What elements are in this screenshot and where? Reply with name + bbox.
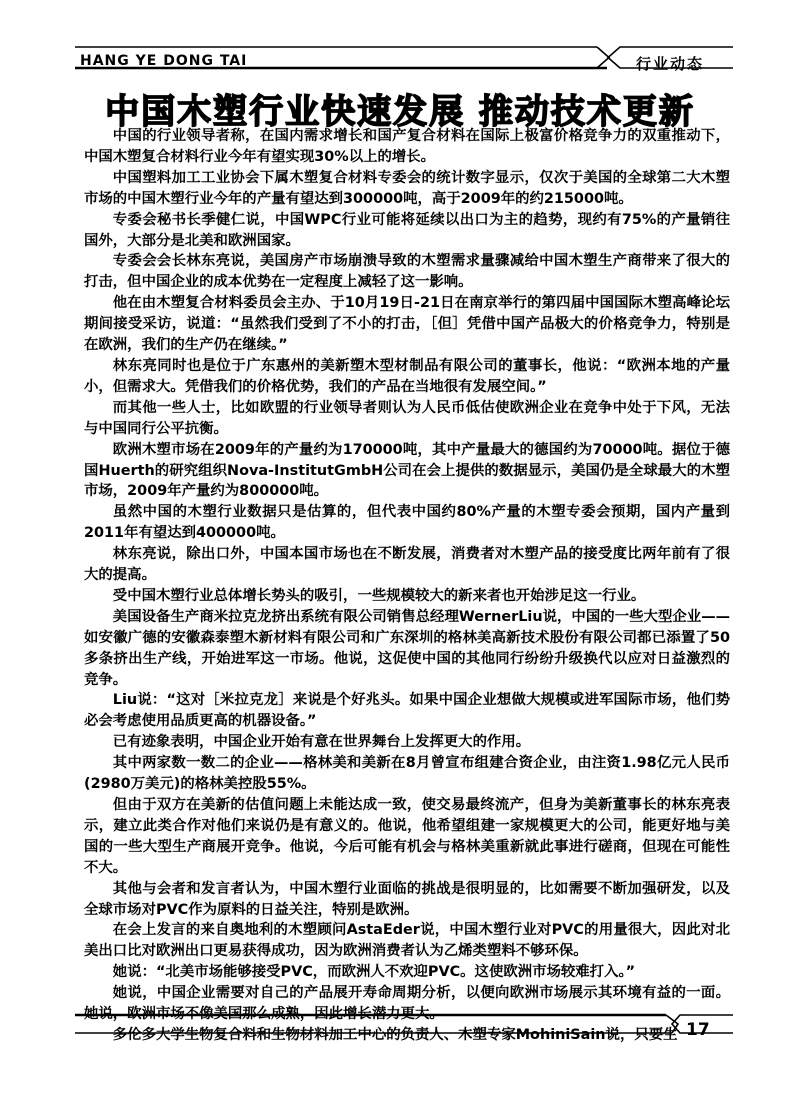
paragraph: 欧洲木塑市场在2009年的产量约为170000吨，其中产量最大的德国约为70000吨。据位于德国Huerth的研究组织Nova-InstitutGmbH公司在会上提供的数据显示，美国仍是全球最大的木塑市场，2009年产量约为800000吨。 [84, 441, 730, 500]
paragraph: 其他与会者和发言者认为，中国木塑行业面临的挑战是很明显的，比如需要不断加强研发，以及全球市场对PVC作为原料的日益关注，特别是欧洲。 [84, 880, 730, 918]
paragraph: 多伦多大学生物复合料和生物材料加工中心的负责人、木塑专家MohiniSain说，只要生 [112, 1026, 678, 1043]
paragraph: 他在由木塑复合材料委员会主办、于10月19日-21日在南京举行的第四届中国国际木塑高峰论坛期间接受采访，说道：“虽然我们受到了不小的打击，［但］凭借中国产品极大的价格竞争力，特别是在欧洲，我们的生产仍在继续。” [84, 295, 730, 354]
paragraph: 她说，中国企业需要对自己的产品展开寿命周期分析，以便向欧洲市场展示其环境有益的一面。她说，欧洲市场不像美国那么成熟，因此增长潜力更大。 [84, 985, 730, 1023]
paragraph: 林东亮说，除出口外，中国本国市场也在不断发展，消费者对木塑产品的接受度比两年前有了很大的提高。 [84, 546, 730, 584]
paragraph: 她说：“北美市场能够接受PVC，而欧洲人不欢迎PVC。这使欧洲市场较难打入。” [112, 964, 636, 981]
paragraph: 中国塑料加工工业协会下属木塑复合材料专委会的统计数字显示，仅次于美国的全球第二大木塑市场的中国木塑行业今年的产量有望达到300000吨，高于2009年的约215000吨。 [84, 169, 730, 207]
paragraph: Liu说：“这对［米拉克龙］来说是个好兆头。如果中国企业想做大规模或进军国际市场，他们势必会考虑使用品质更高的机器设备。” [84, 692, 730, 730]
paragraph: 虽然中国的木塑行业数据只是估算的，但代表中国约80%产量的木塑专委会预期，国内产量到2011年有望达到400000吨。 [84, 504, 730, 542]
paragraph: 专委会会长林东亮说，美国房产市场崩溃导致的木塑需求量骤减给中国木塑生产商带来了很大的打击，但中国企业的成本优势在一定程度上减轻了这一影响。 [84, 253, 730, 291]
article-title: 中国木塑行业快速发展 推动技术更新 [105, 92, 695, 132]
paragraph: 在会上发言的来自奥地利的木塑顾问AstaEder说，中国木塑行业对PVC的用量很大，因此对北美出口比对欧洲出口更易获得成功，因为欧洲消费者认为乙烯类塑料不够环保。 [84, 922, 730, 960]
paragraph: 但由于双方在美新的估值问题上未能达成一致，使交易最终流产，但身为美新董事长的林东亮表示，建立此类合作对他们来说仍是有意义的。他说，他希望组建一家规模更大的公司，能更好地与美国的一些大型生产商展开竞争。他说，今后可能有机会与格林美重新就此事进行磋商，但现在可能性不大。 [84, 797, 730, 876]
paragraph: 林东亮同时也是位于广东惠州的美新塑木型材制品有限公司的董事长，他说：“欧洲本地的产量小，但需求大。凭借我们的价格优势，我们的产品在当地很有发展空间。” [84, 357, 730, 395]
paragraph: 美国设备生产商米拉克龙挤出系统有限公司销售总经理WernerLiu说，中国的一些大型企业——如安徽广德的安徽森泰塑木新材料有限公司和广东深圳的格林美高新技术股份有限公司都已添置了50多条挤出生产线，开始进军这一市场。他说，这促使中国的其他同行纷纷升级换代以应对日益激烈的竞争。 [84, 608, 730, 688]
header-section-title: 行业动态 [636, 55, 705, 73]
paragraph: 而其他一些人士，比如欧盟的行业领导者则认为人民币低估使欧洲企业在竞争中处于下风，无法与中国同行公平抗衡。 [84, 399, 730, 437]
paragraph: 其中两家数一数二的企业——格林美和美新在8月曾宣布组建合资企业，由注资1.98亿元人民币(2980万美元)的格林美控股55%。 [84, 755, 730, 793]
article-body [84, 126, 730, 1046]
paragraph: 受中国木塑行业总体增长势头的吸引，一些规模较大的新来者也开始涉足这一行业。 [112, 587, 646, 604]
paragraph: 已有迹象表明，中国企业开始有意在世界舞台上发挥更大的作用。 [112, 734, 531, 751]
header-section-label: HANG YE DONG TAI [80, 53, 248, 69]
paragraph: 专委会秘书长季健仁说，中国WPC行业可能将延续以出口为主的趋势，现约有75%的产量销往国外，大部分是北美和欧洲国家。 [84, 211, 730, 249]
paragraph: 中国的行业领导者称，在国内需求增长和国产复合材料在国际上极富价格竞争力的双重推动下，中国木塑复合材料行业今年有望实现30%以上的增长。 [84, 128, 730, 165]
page-number: 17 [686, 1020, 710, 1040]
